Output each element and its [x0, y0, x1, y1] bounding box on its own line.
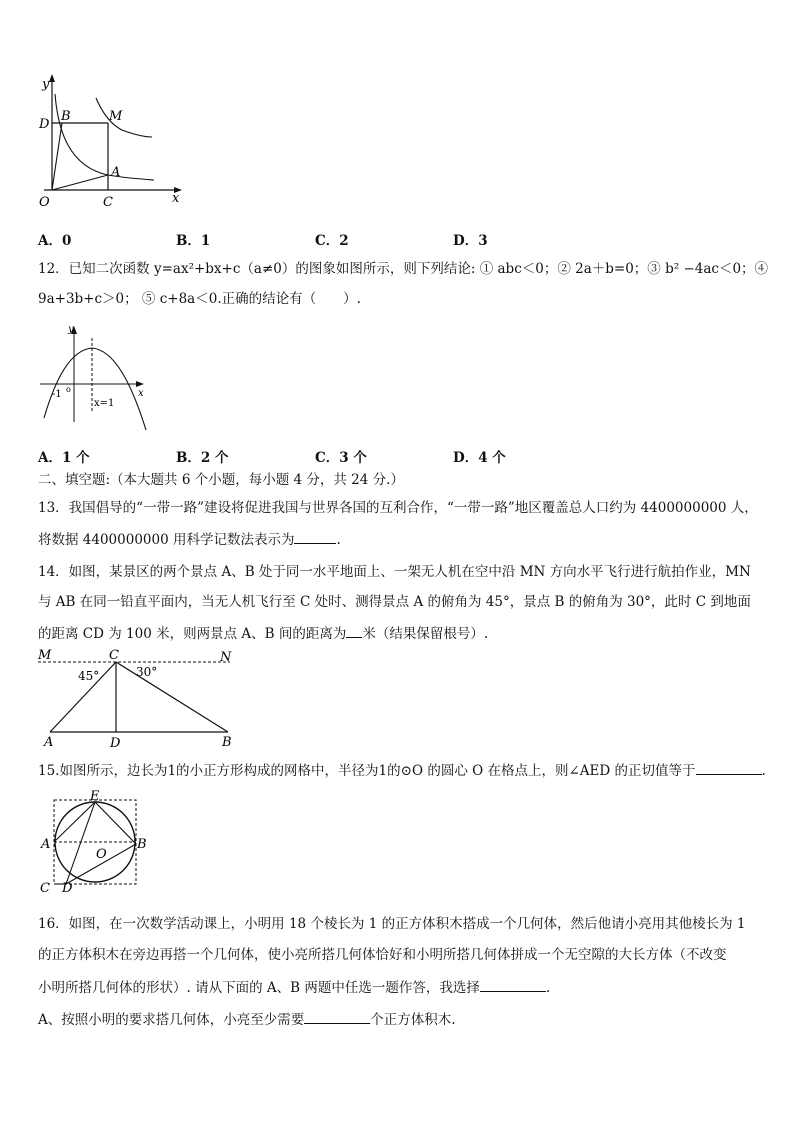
q13-line-2	[38, 529, 341, 549]
q12-option-b[interactable]: B．2 个	[176, 450, 229, 466]
q13-text: 将数据 4400000000 用科学记数法表示为	[38, 532, 295, 548]
label-m: M	[38, 648, 52, 663]
q12-option-a[interactable]: A．1 个	[38, 450, 90, 466]
q16-line-3	[38, 977, 550, 997]
inner-hyperbola	[55, 94, 154, 180]
cb-line	[116, 662, 228, 732]
label-o: O	[96, 847, 107, 862]
label-30: 30°	[136, 665, 158, 679]
q16-part-a-end: 个正方体积木.	[370, 1012, 456, 1028]
q16-answer-blank[interactable]	[304, 1009, 370, 1024]
label-b: B	[222, 735, 232, 750]
q15-line	[38, 760, 766, 780]
label-b: B	[61, 109, 71, 124]
q15-end: .	[761, 763, 766, 779]
q16-line-4	[38, 1009, 456, 1029]
q15-figure	[36, 788, 156, 898]
label-y: y	[68, 324, 74, 335]
label-m: M	[109, 109, 123, 124]
label-a: A	[41, 837, 51, 852]
q14-text-end: 米（结果保留根号）.	[362, 626, 489, 642]
q14-text: 的距离 CD 为 100 米，则两景点 A、B 间的距离为	[38, 626, 347, 642]
label-e: E	[90, 789, 100, 804]
q14-figure	[34, 646, 244, 750]
label-a: A	[44, 735, 54, 750]
label-origin: o	[66, 385, 71, 394]
label-axis: x=1	[94, 398, 115, 409]
label-a: A	[111, 165, 121, 180]
q11-option-b[interactable]: B．1	[176, 233, 211, 249]
q11-option-c[interactable]: C．2	[315, 233, 349, 249]
label-c: C	[103, 195, 113, 210]
q14-line-2: 与 AB 在同一铅直平面内，当无人机飞行至 C 处时、测得景点 A 的俯角为 45°，景点 B 的俯角为 30°，此时 C 到地面	[38, 594, 751, 610]
label-d: D	[39, 117, 50, 132]
q15-text: 15.如图所示，边长为1的小正方形构成的网格中，半径为1的⊙O 的圆心 O 在格点上，则∠AED 的正切值等于	[38, 763, 696, 779]
q16-line-2: 的正方体积木在旁边再搭一个几何体，使小亮所搭几何体恰好和小明所搭几何体拼成一个无空隙的大长方体（不改变	[38, 947, 727, 963]
q12-line-1: 12．已知二次函数 y=ax²+bx+c（a≠0）的图象如图所示，则下列结论: ① abc＜0；② 2a＋b=0；③ b² −4ac＜0；④	[38, 261, 769, 277]
label-c: C	[109, 648, 119, 663]
label-b: B	[137, 837, 147, 852]
q16-choice-blank[interactable]	[480, 977, 546, 992]
q14-line-3	[38, 623, 488, 643]
q11-option-a[interactable]: A．0	[38, 233, 72, 249]
q16-end: .	[545, 980, 551, 996]
section-heading: 二、填空题:（本大题共 6 个小题，每小题 4 分，共 24 分.）	[38, 472, 404, 488]
q12-figure	[36, 322, 156, 434]
q13-end: .	[336, 532, 341, 548]
q12-option-c[interactable]: C．3 个	[315, 450, 367, 466]
q11-option-d[interactable]: D．3	[453, 233, 488, 249]
q13-answer-blank[interactable]	[294, 529, 336, 544]
label-minus1: -1	[52, 389, 62, 400]
q16-part-a-text: A、按照小明的要求搭几何体，小亮至少需要	[38, 1012, 305, 1028]
label-c: C	[40, 881, 50, 896]
q12-option-d[interactable]: D．4 个	[453, 450, 506, 466]
ed-line	[66, 802, 95, 884]
label-o: O	[39, 195, 50, 210]
label-d: D	[110, 736, 121, 750]
q15-answer-blank[interactable]	[696, 760, 762, 775]
label-n: N	[220, 650, 232, 665]
label-d: D	[62, 881, 73, 896]
q16-line-1: 16．如图，在一次数学活动课上，小明用 18 个棱长为 1 的正方体积木搭成一个几何体，然后他请小亮用其他棱长为 1	[38, 916, 746, 932]
outer-hyperbola	[96, 98, 152, 137]
label-x: x	[138, 388, 144, 399]
q13-line-1: 13．我国倡导的“一带一路”建设将促进我国与世界各国的互利合作，“一带一路”地区覆盖总人口约为 4400000000 人，	[38, 500, 758, 516]
q12-line-2: 9a+3b+c＞0； ⑤ c+8a＜0.正确的结论有（ ）.	[38, 291, 361, 307]
q14-line-1: 14．如图，某景区的两个景点 A、B 处于同一水平地面上、一架无人机在空中沿 MN 方向水平飞行进行航拍作业，MN	[38, 564, 751, 580]
label-x: x	[172, 191, 180, 206]
q11-figure	[30, 72, 190, 212]
label-45: 45°	[78, 669, 100, 683]
label-y: y	[42, 77, 50, 92]
q16-text: 小明所搭几何体的形状）. 请从下面的 A、B 两题中任选一题作答，我选择	[38, 980, 480, 996]
q14-answer-blank[interactable]	[346, 623, 362, 638]
